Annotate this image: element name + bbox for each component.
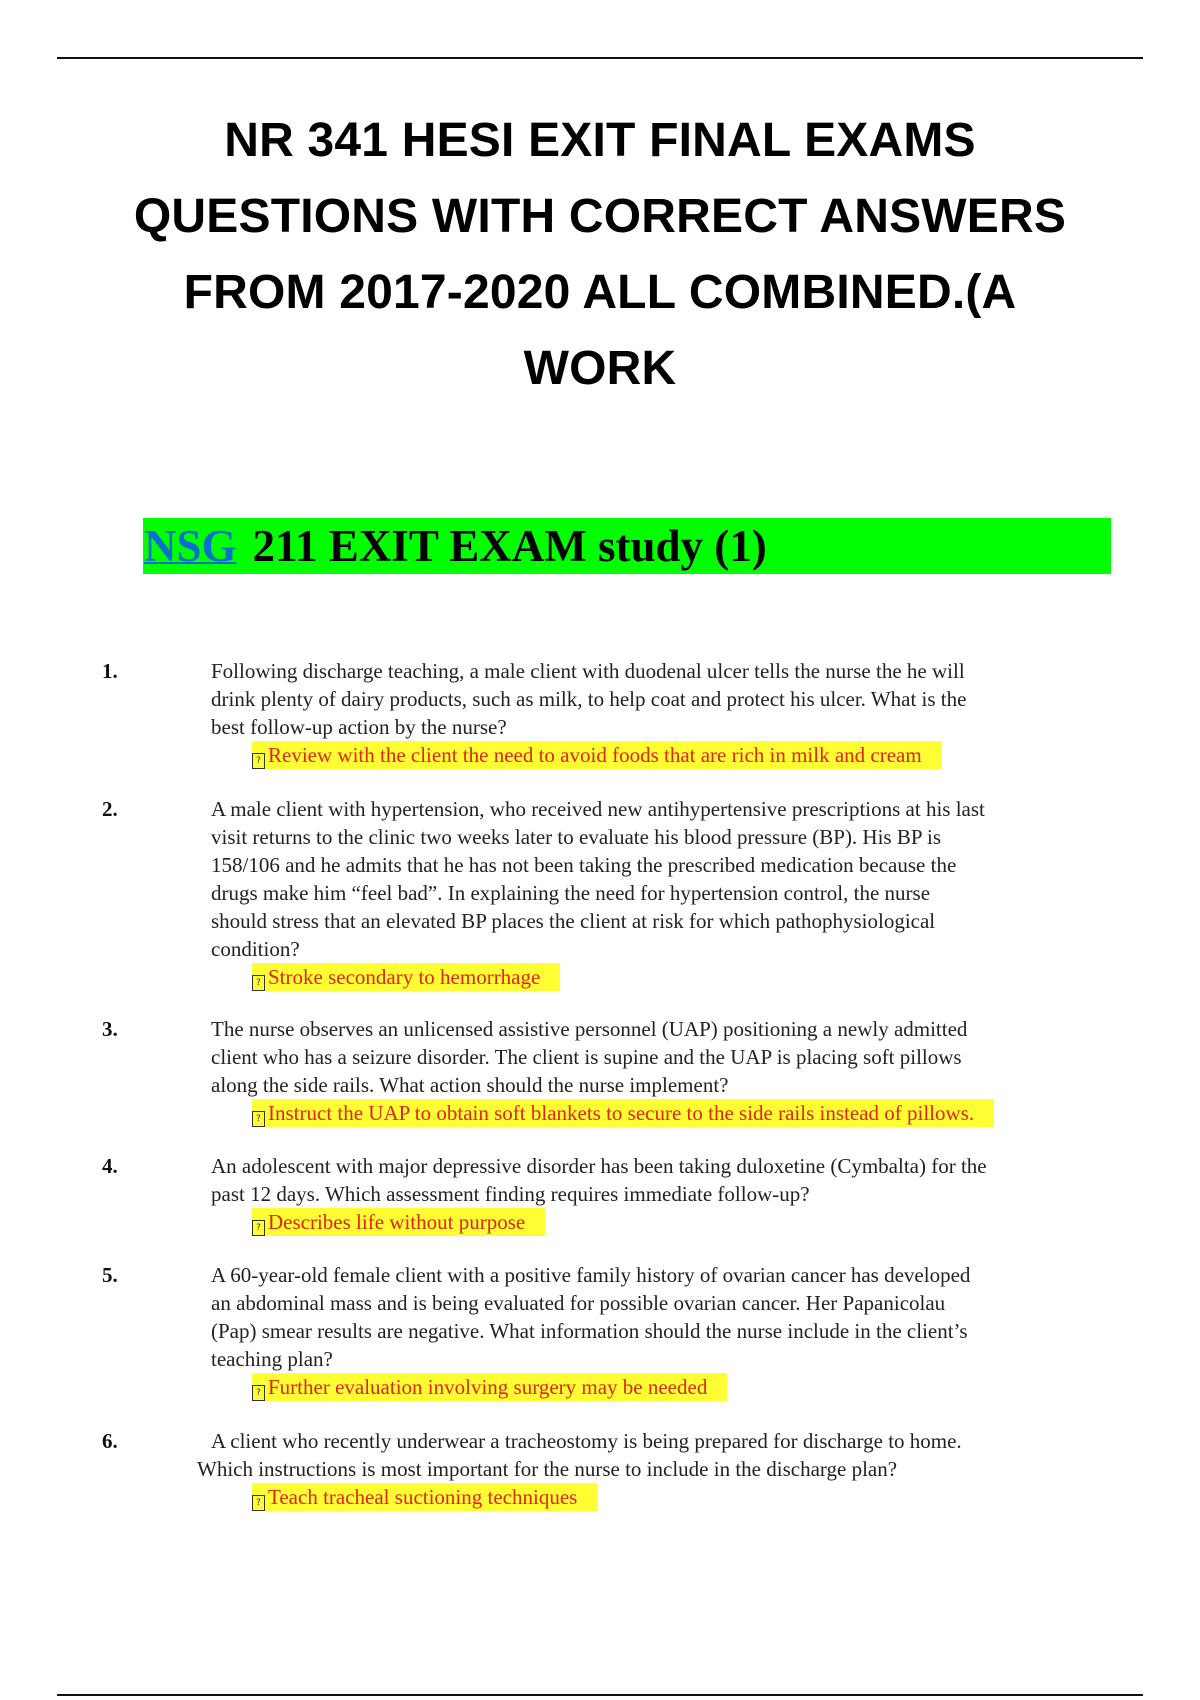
checkbox-icon: ? — [252, 1111, 265, 1127]
section-heading-text: 211 EXIT EXAM study (1) — [252, 521, 767, 571]
answer-text: Teach tracheal suctioning techniques — [268, 1485, 578, 1509]
question-text — [211, 1015, 1111, 1127]
question-number: 6. — [102, 1429, 118, 1453]
question-line: A male client with hypertension, who received new antihypertensive prescriptions at his last — [211, 797, 985, 821]
question-line: An adolescent with major depressive disorder has been taking duloxetine (Cymbalta) for the — [211, 1154, 987, 1178]
question-line: Following discharge teaching, a male client with duodenal ulcer tells the nurse the he will — [211, 659, 965, 683]
checkbox-icon: ? — [252, 975, 265, 991]
bottom-divider — [57, 1694, 1143, 1696]
question-line: (Pap) smear results are negative. What information should the nurse include in the client’s — [211, 1319, 968, 1343]
title-line: QUESTIONS WITH CORRECT ANSWERS — [133, 190, 1067, 243]
question-line: an abdominal mass and is being evaluated for possible ovarian cancer. Her Papanicolau — [211, 1291, 946, 1315]
answer-highlight — [252, 963, 560, 991]
question-text — [197, 1427, 1111, 1511]
answer-highlight — [252, 1099, 994, 1127]
answer-highlight — [252, 1483, 597, 1511]
question-text — [211, 657, 1111, 769]
question-line: should stress that an elevated BP places the client at risk for which pathophysiological — [211, 909, 936, 933]
question-number: 3. — [102, 1017, 118, 1041]
title-line: FROM 2017-2020 ALL COMBINED.(A — [183, 266, 1017, 319]
answer-text: Describes life without purpose — [268, 1210, 526, 1234]
question-line: client who has a seizure disorder. The client is supine and the UAP is placing soft pillows — [211, 1045, 962, 1069]
checkbox-icon: ? — [252, 1385, 265, 1401]
question-line: 158/106 and he admits that he has not been taking the prescribed medication because the — [211, 853, 957, 877]
question-number: 4. — [102, 1154, 118, 1178]
question-text — [211, 1261, 1111, 1401]
question-line: best follow-up action by the nurse? — [211, 715, 507, 739]
answer-highlight — [252, 1208, 545, 1236]
question-line: drugs make him “feel bad”. In explaining the need for hypertension control, the nurse — [211, 881, 931, 905]
answer-text: Review with the client the need to avoid foods that are rich in milk and cream — [268, 743, 922, 767]
question-line: drink plenty of dairy products, such as milk, to help coat and protect his ulcer. What is the — [211, 687, 967, 711]
checkbox-icon: ? — [252, 1220, 265, 1236]
question-line: A client who recently underwear a tracheostomy is being prepared for discharge to home. — [211, 1429, 962, 1453]
answer-text: Stroke secondary to hemorrhage — [268, 965, 541, 989]
question-text — [211, 795, 1111, 991]
nsg-link[interactable]: NSG — [144, 521, 237, 571]
question-number: 5. — [102, 1263, 118, 1287]
answer-highlight — [252, 1373, 727, 1401]
checkbox-icon: ? — [252, 753, 265, 769]
question-line: teaching plan? — [211, 1347, 333, 1371]
checkbox-icon: ? — [252, 1495, 265, 1511]
answer-text: Instruct the UAP to obtain soft blankets to secure to the side rails instead of pillows. — [268, 1101, 975, 1125]
question-line: along the side rails. What action should the nurse implement? — [211, 1073, 729, 1097]
question-text — [211, 1152, 1111, 1236]
question-line: The nurse observes an unlicensed assistive personnel (UAP) positioning a newly admitted — [211, 1017, 968, 1041]
top-divider — [57, 57, 1143, 59]
question-line: visit returns to the clinic two weeks later to evaluate his blood pressure (BP). His BP is — [211, 825, 942, 849]
title-line: NR 341 HESI EXIT FINAL EXAMS — [224, 114, 976, 167]
question-number: 1. — [102, 659, 118, 683]
question-line: A 60-year-old female client with a positive family history of ovarian cancer has developed — [211, 1263, 971, 1287]
section-heading-banner — [143, 518, 1111, 574]
page-title — [60, 103, 1140, 407]
question-line: past 12 days. Which assessment finding requires immediate follow-up? — [211, 1182, 810, 1206]
answer-highlight — [252, 741, 942, 769]
question-number: 2. — [102, 797, 118, 821]
title-line: WORK — [523, 342, 677, 395]
answer-text: Further evaluation involving surgery may be needed — [268, 1375, 708, 1399]
question-line: condition? — [211, 937, 300, 961]
question-line: Which instructions is most important for the nurse to include in the discharge plan? — [197, 1457, 898, 1481]
